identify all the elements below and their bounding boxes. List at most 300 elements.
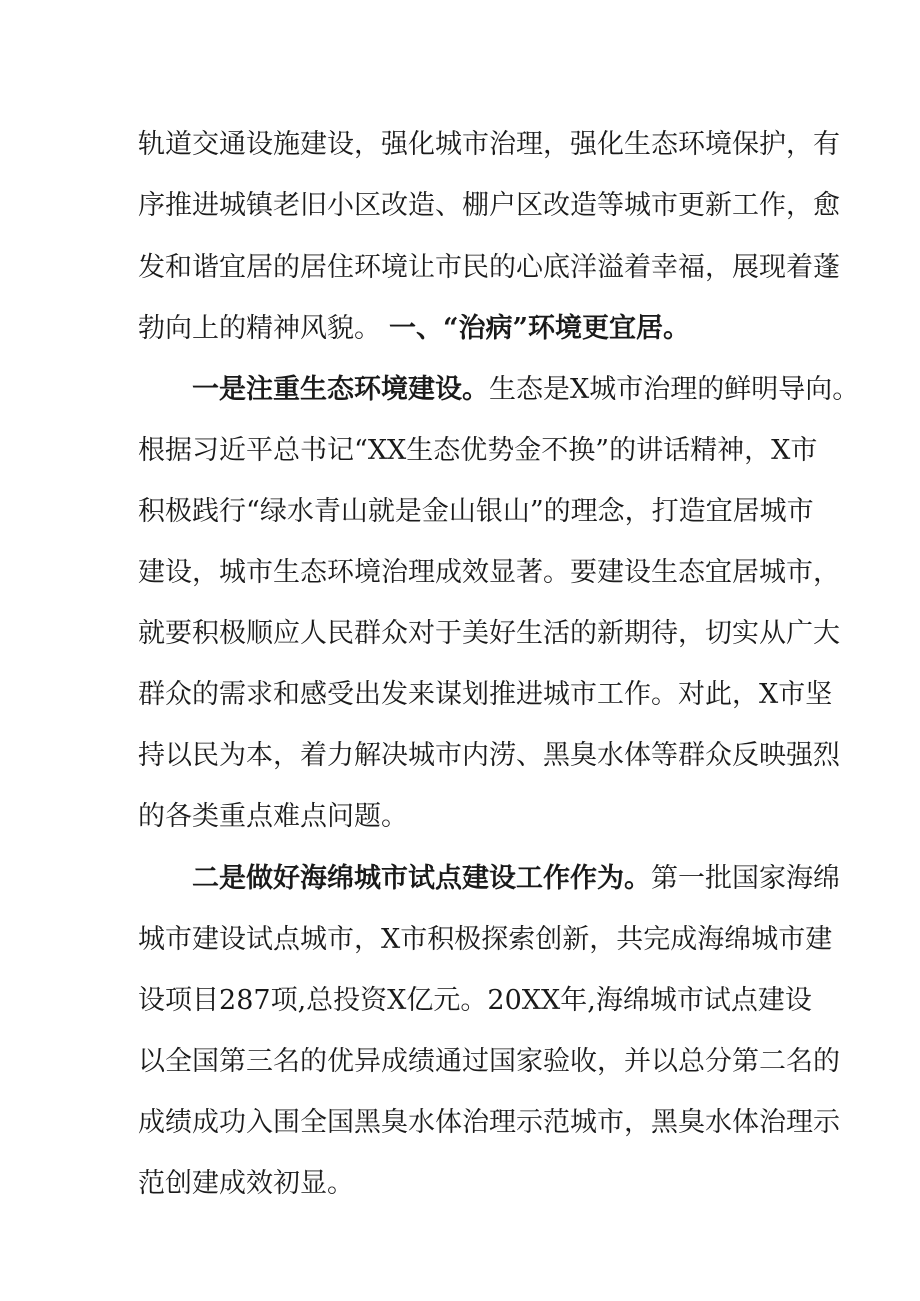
glyph: 海 <box>595 985 623 1016</box>
glyph: 并 <box>624 1046 651 1077</box>
glyph: 境 <box>354 557 381 588</box>
glyph: 亿 <box>406 985 434 1016</box>
glyph: 作 <box>624 679 651 710</box>
glyph: 交 <box>192 129 219 160</box>
glyph: 受 <box>327 679 354 710</box>
glyph: 改 <box>381 190 408 221</box>
glyph: ， <box>273 740 300 771</box>
glyph: ， <box>744 435 772 466</box>
glyph: 生 <box>651 557 678 588</box>
body-text-line <box>138 1103 840 1143</box>
glyph: 国 <box>489 1046 516 1077</box>
glyph: 众 <box>381 618 408 649</box>
glyph: 积 <box>138 496 165 527</box>
glyph: 是 <box>394 496 422 527</box>
glyph: 习 <box>192 435 219 466</box>
glyph: 0 <box>504 985 522 1016</box>
glyph: 实 <box>732 618 759 649</box>
glyph: 水 <box>286 496 314 527</box>
glyph: 名 <box>273 1046 300 1077</box>
glyph: 宜 <box>219 252 246 283</box>
glyph: 解 <box>354 740 381 771</box>
glyph: 。 <box>651 679 678 710</box>
glyph: 践 <box>192 496 219 527</box>
glyph: 打 <box>651 496 679 527</box>
glyph: 总 <box>678 1046 705 1077</box>
glyph: X <box>541 985 561 1016</box>
body-text-line <box>138 797 788 837</box>
glyph: 强 <box>786 740 813 771</box>
body-text-line <box>138 186 840 226</box>
glyph: 市 <box>651 190 678 221</box>
body-text-line <box>138 1042 840 1082</box>
glyph: 治 <box>462 1107 489 1138</box>
glyph: 国 <box>192 1046 219 1077</box>
glyph: 本 <box>246 740 273 771</box>
glyph: 设 <box>624 557 651 588</box>
glyph: 绩 <box>408 1046 435 1077</box>
glyph: 市 <box>570 679 597 710</box>
body-text-line <box>138 248 840 288</box>
glyph: 推 <box>489 679 516 710</box>
body-text-line <box>138 981 812 1021</box>
glyph: 市 <box>327 924 354 955</box>
glyph: ， <box>192 557 219 588</box>
glyph: 民 <box>462 252 489 283</box>
glyph: 收 <box>570 1046 597 1077</box>
glyph: 对 <box>408 618 435 649</box>
paragraph-first-line <box>192 859 840 899</box>
glyph: 强 <box>381 129 408 160</box>
glyph: 城 <box>138 924 165 955</box>
glyph: 作 <box>759 190 786 221</box>
glyph: 的 <box>543 496 571 527</box>
glyph: 活 <box>543 618 570 649</box>
glyph: 治 <box>381 557 408 588</box>
glyph: 决 <box>381 740 408 771</box>
glyph: 轨 <box>138 129 165 160</box>
glyph: 不 <box>541 435 569 466</box>
glyph: 就 <box>138 618 165 649</box>
glyph: , <box>587 985 596 1016</box>
glyph: 水 <box>705 1107 732 1138</box>
glyph: 众 <box>705 740 732 771</box>
glyph: 行 <box>219 496 246 527</box>
glyph: 群 <box>678 740 705 771</box>
glyph: 设 <box>246 129 273 160</box>
glyph: 需 <box>219 679 246 710</box>
glyph: 成 <box>381 1046 408 1077</box>
glyph: ， <box>597 1046 624 1077</box>
glyph: 市 <box>786 557 813 588</box>
glyph: 划 <box>462 679 489 710</box>
glyph: 著 <box>516 557 543 588</box>
glyph: 2 <box>219 985 237 1016</box>
glyph: 宜 <box>705 557 732 588</box>
glyph: 念 <box>597 496 625 527</box>
glyph: 要 <box>570 557 597 588</box>
glyph: 工 <box>597 679 624 710</box>
glyph: 示 <box>813 1107 840 1138</box>
glyph: 绿 <box>259 496 287 527</box>
glyph: 索 <box>508 924 536 955</box>
glyph: 总 <box>306 985 334 1016</box>
glyph: 试 <box>246 924 273 955</box>
glyph: 持 <box>138 740 165 771</box>
glyph: 二 <box>759 1046 786 1077</box>
glyph: 建 <box>805 924 833 955</box>
glyph: 的 <box>192 679 219 710</box>
glyph: 顺 <box>246 618 273 649</box>
glyph: X <box>771 435 791 466</box>
glyph: 效 <box>462 557 489 588</box>
glyph: 元 <box>433 985 461 1016</box>
glyph: 试 <box>703 985 731 1016</box>
glyph: 着 <box>786 252 813 283</box>
glyph: 山 <box>502 496 530 527</box>
glyph: X <box>381 924 401 955</box>
glyph: 来 <box>408 679 435 710</box>
glyph: 发 <box>138 252 165 283</box>
glyph: 山 <box>340 496 368 527</box>
glyph: 第 <box>219 1046 246 1077</box>
body-text-line <box>138 736 840 776</box>
glyph: 银 <box>475 496 503 527</box>
glyph: 城 <box>219 557 246 588</box>
glyph: 生 <box>516 618 543 649</box>
glyph: 新 <box>562 924 590 955</box>
glyph: 示 <box>516 1107 543 1138</box>
glyph: 建 <box>192 924 219 955</box>
glyph: 更 <box>678 190 705 221</box>
glyph: 设 <box>327 129 354 160</box>
glyph: 讲 <box>636 435 664 466</box>
glyph: 环 <box>678 129 705 160</box>
glyph: 坚 <box>805 679 833 710</box>
body-text-line <box>138 125 840 165</box>
glyph: 国 <box>327 1107 354 1138</box>
glyph: ， <box>813 557 840 588</box>
glyph: 设 <box>138 985 165 1016</box>
glyph: 大 <box>813 618 840 649</box>
glyph: 极 <box>219 618 246 649</box>
glyph: 山 <box>448 496 476 527</box>
glyph: 城 <box>543 679 570 710</box>
glyph: 市 <box>778 679 806 710</box>
glyph: 洋 <box>570 252 597 283</box>
glyph: 宜 <box>705 496 733 527</box>
glyph: 成 <box>192 1107 219 1138</box>
body-text-line <box>138 614 840 654</box>
body-text-line <box>138 920 833 960</box>
glyph: 民 <box>327 618 354 649</box>
glyph: 新 <box>597 618 624 649</box>
glyph: 现 <box>759 252 786 283</box>
paragraph-lead: 二是做好海绵城市试点建设工作作为。 <box>192 863 651 894</box>
glyph: 反 <box>732 740 759 771</box>
glyph: 化 <box>597 129 624 160</box>
glyph: 通 <box>435 1046 462 1077</box>
glyph: 涝 <box>489 740 516 771</box>
glyph: 众 <box>165 679 192 710</box>
glyph: 体 <box>732 1107 759 1138</box>
glyph: 市 <box>462 129 489 160</box>
glyph: 期 <box>624 618 651 649</box>
glyph: 底 <box>543 252 570 283</box>
glyph: 理 <box>516 129 543 160</box>
glyph: 市 <box>165 924 192 955</box>
glyph: 金 <box>514 435 542 466</box>
glyph: 设 <box>165 557 192 588</box>
glyph: 居 <box>246 252 273 283</box>
glyph: 创 <box>535 924 563 955</box>
glyph: 精 <box>690 435 718 466</box>
glyph: 区 <box>354 190 381 221</box>
glyph: X <box>367 435 388 466</box>
glyph: 绵 <box>622 985 650 1016</box>
glyph: 范 <box>543 1107 570 1138</box>
glyph: 有 <box>813 129 840 160</box>
glyph: 以 <box>138 1046 165 1077</box>
glyph: 记 <box>327 435 354 466</box>
glyph: 近 <box>219 435 246 466</box>
glyph: 根 <box>138 435 165 466</box>
glyph: 烈 <box>813 740 840 771</box>
glyph: 等 <box>597 190 624 221</box>
glyph: 、 <box>516 740 543 771</box>
glyph: 感 <box>300 679 327 710</box>
glyph: 目 <box>192 985 219 1016</box>
glyph: 态 <box>651 129 678 160</box>
glyph: X <box>387 985 407 1016</box>
glyph: 旧 <box>300 190 327 221</box>
glyph: 切 <box>705 618 732 649</box>
glyph: 极 <box>165 496 192 527</box>
glyph: 态 <box>300 557 327 588</box>
glyph: 以 <box>165 740 192 771</box>
glyph: 通 <box>219 129 246 160</box>
glyph: 于 <box>435 618 462 649</box>
glyph: 求 <box>246 679 273 710</box>
text: 生态是X城市治理的鲜明导向。 <box>489 374 860 405</box>
glyph: 城 <box>751 924 779 955</box>
glyph: 臭 <box>381 1107 408 1138</box>
glyph: 展 <box>732 252 759 283</box>
glyph: 工 <box>732 190 759 221</box>
glyph: 市 <box>786 496 814 527</box>
glyph: 第 <box>732 1046 759 1077</box>
glyph: 黑 <box>651 1107 678 1138</box>
glyph: 青 <box>313 496 341 527</box>
glyph: 户 <box>489 190 516 221</box>
glyph: 的 <box>300 1046 327 1077</box>
glyph: 设 <box>219 924 246 955</box>
glyph: 市 <box>435 252 462 283</box>
glyph: 福 <box>678 252 705 283</box>
glyph: ， <box>732 679 759 710</box>
glyph: 等 <box>651 740 678 771</box>
glyph: 民 <box>192 740 219 771</box>
glyph: ， <box>589 924 617 955</box>
glyph: 小 <box>327 190 354 221</box>
glyph: 着 <box>624 252 651 283</box>
body-text-line <box>138 431 818 471</box>
glyph: 蓬 <box>813 252 840 283</box>
glyph: 成 <box>138 1107 165 1138</box>
glyph: 态 <box>433 435 461 466</box>
glyph: 美 <box>462 618 489 649</box>
glyph: 书 <box>300 435 327 466</box>
glyph: 广 <box>786 618 813 649</box>
glyph: 老 <box>273 190 300 221</box>
glyph: 、 <box>435 190 462 221</box>
glyph: 黑 <box>354 1107 381 1138</box>
glyph: 金 <box>421 496 449 527</box>
glyph: 点 <box>273 924 300 955</box>
glyph: 保 <box>732 129 759 160</box>
glyph: 城 <box>219 190 246 221</box>
glyph: 护 <box>759 129 786 160</box>
glyph: 居 <box>732 496 760 527</box>
glyph: 生 <box>406 435 434 466</box>
glyph: 心 <box>516 252 543 283</box>
glyph: 应 <box>273 618 300 649</box>
glyph: 建 <box>597 557 624 588</box>
glyph: 名 <box>786 1046 813 1077</box>
glyph: X <box>521 985 541 1016</box>
glyph: 臭 <box>570 740 597 771</box>
glyph: 幸 <box>651 252 678 283</box>
glyph: 镇 <box>246 190 273 221</box>
glyph: 造 <box>570 190 597 221</box>
glyph: 水 <box>597 740 624 771</box>
text: 的各类重点难点问题。 <box>138 801 408 832</box>
glyph: 验 <box>543 1046 570 1077</box>
glyph: ， <box>786 190 813 221</box>
glyph: 年 <box>560 985 588 1016</box>
glyph: 化 <box>408 129 435 160</box>
glyph: 8 <box>236 985 254 1016</box>
glyph: 治 <box>489 129 516 160</box>
text: 第一批国家海绵 <box>651 863 840 894</box>
glyph: ” <box>529 496 544 527</box>
glyph: ， <box>543 129 570 160</box>
glyph: 点 <box>730 985 758 1016</box>
glyph: 全 <box>165 1046 192 1077</box>
glyph: ， <box>354 924 381 955</box>
glyph: 项 <box>165 985 192 1016</box>
glyph: 话 <box>663 435 691 466</box>
glyph: 以 <box>651 1046 678 1077</box>
glyph: 优 <box>327 1046 354 1077</box>
glyph: 围 <box>273 1107 300 1138</box>
glyph: X <box>759 679 779 710</box>
glyph: 。 <box>460 985 488 1016</box>
glyph: 溢 <box>597 252 624 283</box>
glyph: 推 <box>165 190 192 221</box>
glyph: 。 <box>543 557 570 588</box>
glyph: 群 <box>138 679 165 710</box>
glyph: 映 <box>759 740 786 771</box>
glyph: ， <box>786 129 813 160</box>
glyph: 建 <box>138 557 165 588</box>
glyph: 境 <box>381 252 408 283</box>
glyph: 城 <box>649 985 677 1016</box>
glyph: 此 <box>705 679 732 710</box>
glyph: 成 <box>435 557 462 588</box>
glyph: ， <box>705 252 732 283</box>
glyph: 黑 <box>543 740 570 771</box>
glyph: 神 <box>717 435 745 466</box>
glyph: 进 <box>192 190 219 221</box>
glyph: 好 <box>489 618 516 649</box>
glyph: 市 <box>400 924 428 955</box>
glyph: 成 <box>670 924 698 955</box>
glyph: 市 <box>790 435 818 466</box>
glyph: 让 <box>408 252 435 283</box>
glyph: 建 <box>757 985 785 1016</box>
glyph: 的 <box>273 252 300 283</box>
text: 勃向上的精神风貌。 <box>138 313 381 344</box>
glyph: 居 <box>300 252 327 283</box>
section-heading: 一、“治病”环境更宜居。 <box>389 313 691 344</box>
glyph: 住 <box>327 252 354 283</box>
glyph: 人 <box>300 618 327 649</box>
glyph: 理 <box>408 557 435 588</box>
glyph: 市 <box>435 740 462 771</box>
glyph: 市 <box>246 557 273 588</box>
glyph: 愈 <box>813 190 840 221</box>
glyph: 投 <box>333 985 361 1016</box>
glyph: 探 <box>481 924 509 955</box>
glyph: 臭 <box>678 1107 705 1138</box>
glyph: 市 <box>676 985 704 1016</box>
glyph: ， <box>354 129 381 160</box>
body-text-line <box>138 553 840 593</box>
glyph: 积 <box>427 924 455 955</box>
glyph: 三 <box>246 1046 273 1077</box>
body-text-line <box>138 675 833 715</box>
glyph: 造 <box>408 190 435 221</box>
glyph: 理 <box>570 496 598 527</box>
glyph: 城 <box>759 557 786 588</box>
glyph: 积 <box>192 618 219 649</box>
glyph: 生 <box>273 557 300 588</box>
glyph: 环 <box>354 252 381 283</box>
glyph: 就 <box>367 496 395 527</box>
glyph: 体 <box>624 740 651 771</box>
glyph: , <box>297 985 307 1016</box>
glyph: 城 <box>435 129 462 160</box>
glyph: 序 <box>138 190 165 221</box>
glyph: 待 <box>651 618 678 649</box>
glyph: 谐 <box>192 252 219 283</box>
glyph: 体 <box>435 1107 462 1138</box>
glyph: 改 <box>543 190 570 221</box>
glyph: 共 <box>616 924 644 955</box>
glyph: 环 <box>327 557 354 588</box>
glyph: X <box>387 435 407 466</box>
glyph: 总 <box>273 435 300 466</box>
glyph: 进 <box>516 679 543 710</box>
glyph: ， <box>624 496 652 527</box>
glyph: 为 <box>219 740 246 771</box>
glyph: 家 <box>516 1046 543 1077</box>
glyph: 和 <box>165 252 192 283</box>
glyph: 城 <box>759 496 787 527</box>
glyph: 造 <box>678 496 706 527</box>
glyph: 换 <box>568 435 596 466</box>
